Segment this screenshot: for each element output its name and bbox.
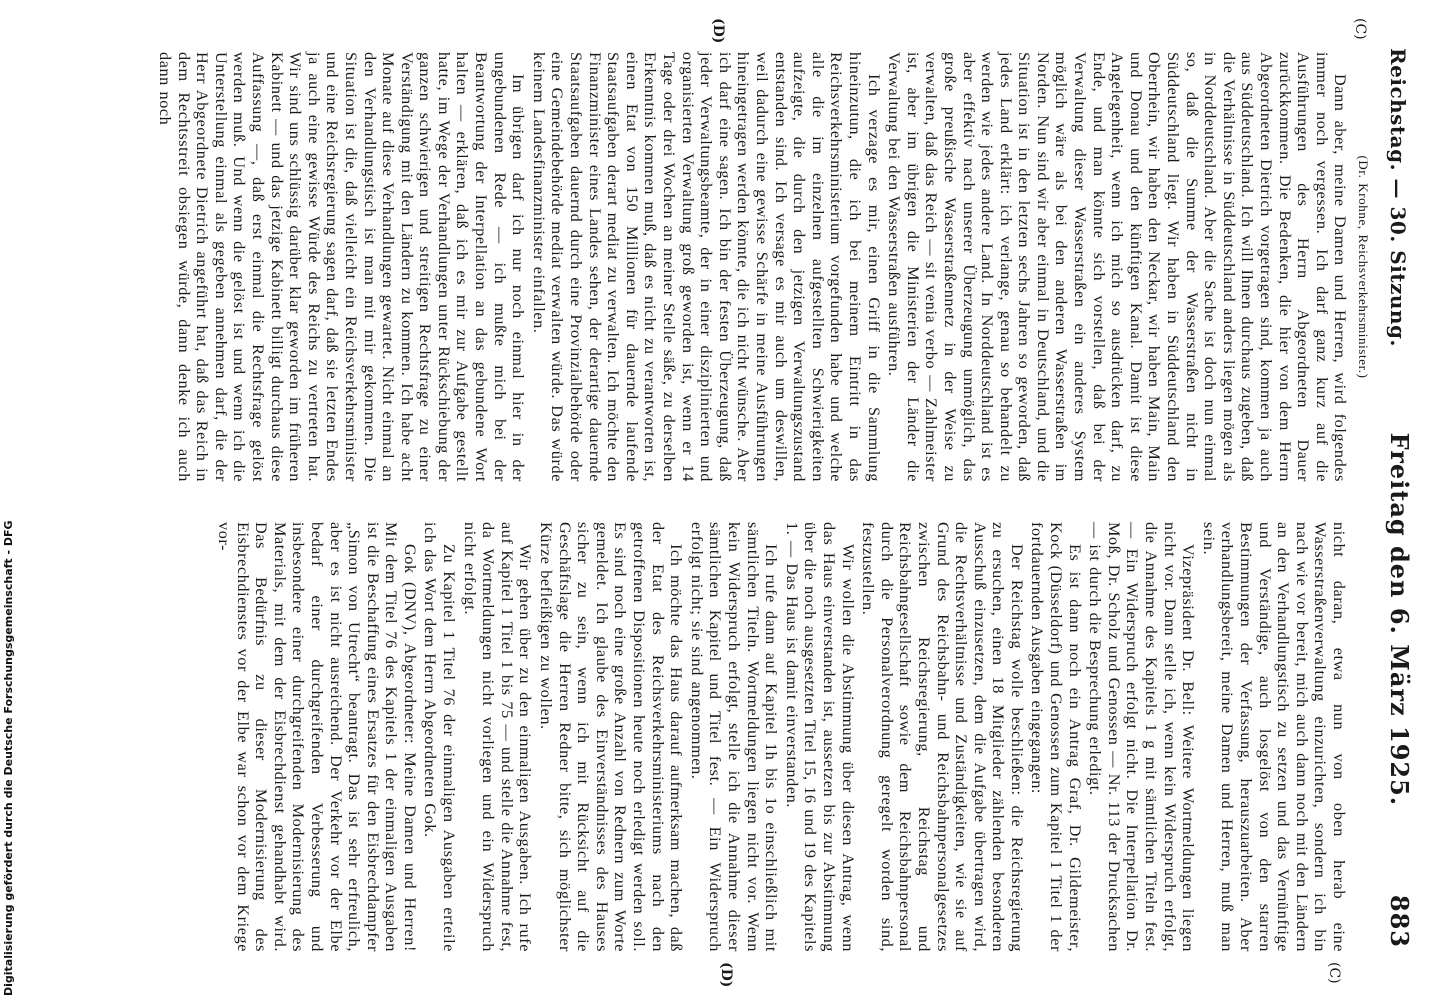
margin-mark-d-right: (D) (718, 962, 734, 988)
right-paragraph: Vizepräsident Dr. Bell: Weitere Wortmeldungen liegen nicht vor. Dann stelle ich, wenn kein Widerspruch erfolgt, die Annahme des Kapitels 1 g mit sämtlichen Titeln fest. — Ein Widerspruch erfolgt nicht. Die Interpellation Dr. Moß, Dr. Scholz und Genossen — Nr. 113 der Drucksachen — ist durch die Besprechung erledigt. (1086, 522, 1198, 952)
right-paragraph: nicht daran, etwa nun von oben herab eine Wasserstraßenverwaltung einzurichten, sondern ich bin nach wie vor bereit, mich auch dann noch mit den Ländern an den Verhandlungstisch zu setzen und das Vernünftige und Verständige, auch losgelöst von den starren Bestimmungen der Verfassung, herauszuarbeiten. Aber verhandlungsbereit, meine Damen und Herren, muß man sein. (1199, 522, 1348, 952)
header-title: Reichstag. — 30. Sitzung. (1386, 48, 1410, 347)
funding-note (2, 520, 15, 996)
document-page (100, 0, 1434, 1000)
dfg-logo: DFG (2, 520, 15, 547)
left-paragraph: Im übrigen darf ich nur noch einmal hier in der ungebundenen Rede — ich mußte mich bei der Beantwortung der Interpellation an das gebundene Wort halten — erklären, daß ich es mir zur Aufgabe gestellt hatte, im Wege der Verhandlungen unter Rückschiebung der ganzen schwierigen und streitigen Rechtsfrage zu einer Verständigung mit den Ländern zu kommen. Ich habe acht Monate auf diese Verhandlungen gewartet. Nicht einmal an den Verhandlungstisch ist man mit mir gekommen. Die Situation ist die, daß vielleicht ein Reichsverkehrsminister und eine Reichsregierung sagen darf, daß sie letzten Endes ja auch eine gewisse Würde des Reichs zu vertreten hat. Wir sind uns schlüssig darüber klar geworden im früheren Kabinett — und das jetzige Kabinett billigt durchaus diese Auffassung —, daß erst einmal die Rechtsfrage gelöst werden muß. Und wenn die gelöst ist und wenn ich die Unterstellung einmal als gegeben annehmen darf, die der Herr Abgeordnete Dietrich angeführt hat, daß das Reich in dem Rechtsstreit obsiegen würde, dann denke ich auch dann noch (156, 52, 528, 482)
right-paragraph: Ich rufe dann auf Kapitel 1h bis 1o einschließlich mit sämtlichen Titeln. Wortmeldungen liegen nicht vor. Wenn kein Widerspruch erfolgt, stelle ich die Annahme dieser sämtlichen Kapitel und Titel fest. — Ein Widerspruch erfolgt nicht; sie sind angenommen. (687, 522, 781, 952)
funding-note-text: Digitalisierung gefördert durch die Deutsche Forschungsgemeinschaft - (2, 549, 15, 996)
margin-mark-d-left: (D) (710, 18, 726, 44)
right-paragraph: Wir gehen über zu den einmaligen Ausgaben. Ich rufe auf Kapitel 1 Titel 1 bis 75 — und stelle die Annahme fest, da Wortmeldungen nicht vorliegen und ein Widerspruch nicht erfolgt. (460, 522, 535, 952)
page-number: 883 (1385, 894, 1414, 948)
margin-mark-c-right: (C) (1326, 962, 1342, 984)
left-paragraph: Ich verzage es mir, einen Griff in die Sammlung hineinzutun, die ich bei meinem Eintritt in das Reichsverkehrsministerium vorgefunden habe und welche alle die im einzelnen aufgestellten Schwierigkeiten aufzeigte, die durch den jetzigen Verwaltungszustand entstanden sind. Ich versage es mir auch um deswillen, weil dadurch eine gewisse Schärfe in meine Ausführungen hineingetragen werden könnte, die ich nicht wünsche. Aber ich darf eine sagen. Ich bin der festen Überzeugung, daß jeder Verwaltungsbeamte, der in einer disziplinierten und organisierten Verwaltung groß geworden ist, wenn er 14 Tage oder drei Wochen an meiner Stelle säße, zu derselben Erkenntnis kommen muß, daß es nicht zu verantworten ist, einen Etat von 150 Millionen für dauernde laufende Staatsaufgaben derart mediat zu verwalten. Ich möchte den Finanzminister eines Landes sehen, der derartige dauernde Staatsaufgaben dauernd durch eine Provinzialbehörde oder eine Gemeindebehörde mediat verwalten würde. Das würde keinem Landesfinanzminister einfallen. (529, 52, 883, 482)
left-paragraph: Dann aber, meine Damen und Herren, wird folgendes immer noch vergessen. Ich darf ganz kurz auf die Ausführungen des Herrn Abgeordneten Dauer zurückkommen. Die Bedenken, die hier von dem Herrn Abgeordneten Dietrich vorgetragen sind, kommen ja auch aus Süddeutschland. Ich will Ihnen durchaus zugeben, daß die Verhältnisse in Süddeutschland anders liegen mögen als in Norddeutschland. Aber die Sache ist doch nun einmal so, daß die Summe der Wasserstraßen nicht in Süddeutschland liegt. Wir haben in Süddeutschland den Oberrhein, wir haben den Neckar, wir haben Main, Main und Donau und den künftigen Kanal. Damit ist diese Angelegenheit, wenn ich mich so ausdrücken darf, zu Ende, und man könnte sich vorstellen, daß bei der Verwaltung dieser Wasserstraßen ein anderes System möglich wäre als bei den anderen Wasserstraßen im Norden. Nun sind wir aber einmal in Deutschland, und die Situation ist in den letzten sechs Jahren so geworden, daß jedes Land erklärt: ich verlange, genau so behandelt zu werden wie jedes andere Land. In Norddeutschland ist es aber effektiv nach unserer Überzeugung unmöglich, das große preußische Wasserstraßennetz in der Weise zu verwalten, daß das Reich — sit venia verbo — Zahlmeister ist, aber im übrigen die Ministerien der Länder die Verwaltung bei den Wasserstraßen ausführen. (885, 52, 1350, 482)
margin-mark-c-left: (C) (1352, 18, 1368, 40)
header-date: Freitag den 6. März 1925. (1385, 432, 1414, 807)
right-paragraph: Zu Kapitel 1 Titel 76 der einmaligen Ausgaben erteile ich das Wort dem Herrn Abgeordneten Gok. (421, 522, 459, 952)
right-column (212, 522, 1348, 952)
header-title-group (1386, 48, 1410, 347)
header-date-and-page (1385, 433, 1414, 948)
page-header (1380, 48, 1414, 948)
right-paragraph: Gok (DNV), Abgeordneter: Meine Damen und Herren! Mit dem Titel 76 des Kapitels 1 der einmaligen Ausgaben ist die Beschaffung eines Ersatzes für den Eisbrechdampfer „Simon von Utrecht“ beantragt. Das ist sehr erfreulich, aber es ist nicht ausreichend. Der Verkehr vor der Elbe bedarf einer durchgreifenden Verbesserung und insbesondere einer durchgreifenden Modernisierung des Materials, mit dem der Eisbrechdienst gehandhabt wird. Das Bedürfnis zu dieser Modernisierung des Eisbrechdienstes vor der Elbe war schon vor dem Kriege vor- (214, 522, 419, 952)
right-paragraph: Der Reichstag wolle beschließen: die Reichsregierung zu ersuchen, einen 18 Mitglieder zählenden besonderen Ausschuß einzusetzen, dem die Aufgabe übertragen wird, die Rechtsverhältnisse und Zuständigkeiten, wie sie auf Grund des Reichsbahn- und Reichsbahnpersonalgesetzes zwischen Reichsregierung, Reichstag und Reichsbahngesellschaft sowie dem Reichsbahnpersonal durch die Personalverordnung geregelt worden sind, festzustellen. (859, 522, 1026, 952)
right-paragraph: Es ist dann noch ein Antrag Graf, Dr. Gildemeister, Kock (Düsseldorf) und Genossen zum Kapitel 1 Titel 1 der fortdauernden Ausgaben eingegangen: (1028, 522, 1084, 952)
right-paragraph: Wir wollen die Abstimmung über diesen Antrag, wenn das Haus einverstanden ist, aussetzen bis zur Abstimmung über die noch ausgesetzten Titel 15, 16 und 19 des Kapitels 1. — Das Haus ist damit einverstanden. (782, 522, 857, 952)
funding-note-strip (0, 0, 18, 1000)
left-column (153, 52, 1372, 482)
speaker-tag: (Dr. Krohne, Reichsverkehrsminister.) (1356, 155, 1371, 379)
right-paragraph: Ich möchte das Haus darauf aufmerksam machen, daß der Etat des Reichsverkehrsministeriums nach den getroffenen Dispositionen heute noch erledigt werden soll. Es sind noch eine große Anzahl von Rednern zum Worte gemeldet. Ich glaube des Einverständnisses des Hauses sicher zu sein, wenn ich mit Rücksicht auf die Geschäftslage die Herren Redner bitte, sich möglichster Kürze befleißigen zu wollen. (537, 522, 686, 952)
